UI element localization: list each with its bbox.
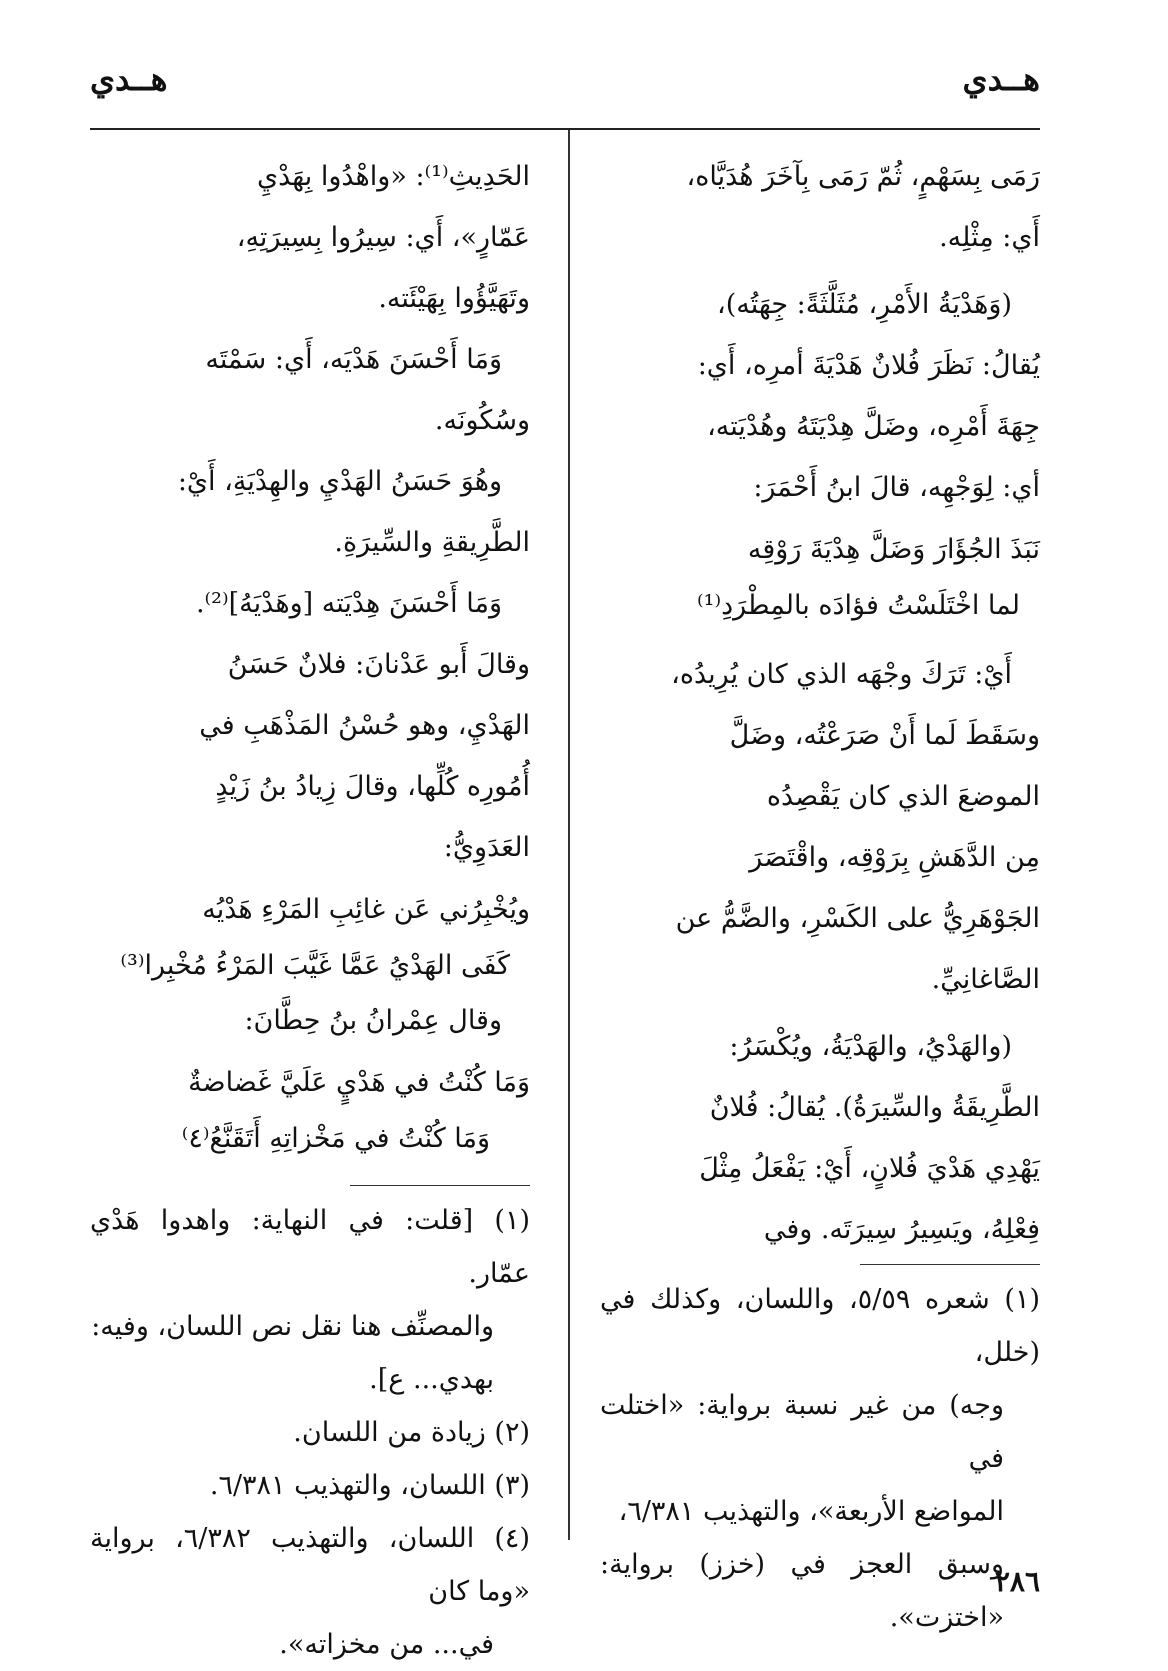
text-line: أَيْ: تَرَكَ وجْهَه الذي كان يُرِيدُه، bbox=[671, 659, 1012, 690]
text-line: مِن الدَّهَشِ بِرَوْقِه، واقْتَصَرَ bbox=[749, 842, 1040, 873]
footnote: والمصنِّف هنا نقل نص اللسان، وفيه: bbox=[91, 1311, 494, 1342]
header-rule bbox=[90, 128, 1040, 130]
text-line: وقالَ أَبو عَدْنانَ: فلانٌ حَسَنُ bbox=[227, 649, 530, 680]
text-line: وقال عِمْرانُ بنُ حِطَّانَ: bbox=[244, 1005, 502, 1036]
footnote: بهدي... ع]. bbox=[369, 1364, 494, 1395]
text-line: يَهْدِي هَدْيَ فُلانٍ، أَيْ: يَفْعَلُ مِثْلَ bbox=[699, 1153, 1040, 1184]
footnote-rule bbox=[860, 1264, 1040, 1265]
verse-line: كَفَى الهَدْيُ عَمَّا غَيَّبَ المَرْءُ مُخْبِرا⁽³⁾ bbox=[120, 950, 510, 981]
text-line: وتَهَيَّؤُوا بِهَيْئَته. bbox=[378, 283, 530, 314]
text-line: الهَدْيِ، وهو حُسْنُ المَذْهَبِ في bbox=[199, 710, 530, 741]
footnotes bbox=[600, 1273, 1040, 1644]
footnote: وجه) من غير نسبة برواية: «اختلت في bbox=[600, 1390, 1004, 1474]
footnote: في... من مخزاته». bbox=[279, 1629, 494, 1660]
left-column bbox=[90, 150, 530, 1671]
running-head-left: هــدي bbox=[90, 60, 168, 98]
text-line: (وَهَدْيَةُ الأَمْرِ، مُثَلَّثَةً: جِهَتُه)، bbox=[717, 289, 1012, 320]
footnote: (٢) زيادة من اللسان. bbox=[293, 1417, 530, 1448]
text-line: الصَّاغانِيِّ. bbox=[931, 964, 1040, 995]
running-head-right: هــدي bbox=[962, 60, 1040, 98]
text-line: أي: لِوَجْهِه، قالَ ابنُ أَحْمَرَ: bbox=[753, 472, 1040, 503]
text-line: الجَوْهَرِيُّ على الكَسْرِ، والضَّمُّ عن bbox=[675, 903, 1040, 934]
verse-line: ويُخْبِرُني عَن غائِبِ المَرْءِ هَدْيُه bbox=[202, 894, 530, 925]
footnote: (٤) اللسان، والتهذيب ٦/٣٨٢، برواية «وما كان bbox=[90, 1523, 530, 1607]
verse-line: لما اخْتَلَسْتُ فؤادَه بالمِطْرَدِ⁽¹⁾ bbox=[697, 590, 1020, 621]
text-line: الموضعَ الذي كان يَقْصِدُه bbox=[766, 781, 1040, 812]
column-divider bbox=[568, 130, 570, 1540]
text-line: أَي: مِثْلِه. bbox=[939, 222, 1040, 253]
text-line: رَمَى بِسَهْمٍ، ثُمّ رَمَى بِآخَرَ هُدَيَّاه، bbox=[686, 161, 1040, 192]
text-line: الطَّرِيقَةُ والسِّيرَةُ). يُقالُ: فُلانٌ bbox=[709, 1092, 1040, 1123]
verse-line: وَمَا كُنْتُ في مَخْزاتِهِ أَتَقَنَّعُ⁽٤⁾ bbox=[181, 1123, 490, 1154]
text-line: جِهَةَ أَمْرِه، وضَلَّ هِدْيَتَهُ وهُدْيَته، bbox=[707, 411, 1040, 442]
footnote: وسبق العجز في (خزز) برواية: «اختزت». bbox=[600, 1549, 1004, 1633]
footnote: (١) [قلت: في النهاية: واهدوا هَدْي عمّار. bbox=[90, 1205, 530, 1289]
text-line: الطَّرِيقةِ والسِّيرَةِ. bbox=[334, 527, 530, 558]
text-line: (والهَدْيُ، والهَدْيَةُ، ويُكْسَرُ: bbox=[729, 1031, 1012, 1062]
text-line: أُمُورِه كُلِّها، وقالَ زِيادُ بنُ زَيْدٍ bbox=[215, 771, 530, 802]
page-number: ٢٨٦ bbox=[994, 1565, 1040, 1598]
right-column bbox=[600, 150, 1040, 1644]
text-line: الحَدِيثِ⁽¹⁾: «واهْدُوا بِهَدْيِ bbox=[257, 161, 530, 192]
footnote: (١) شعره ٥/٥٩، واللسان، وكذلك في (خلل، bbox=[600, 1284, 1041, 1368]
text-line: وسَقَطَ لَما أَنْ صَرَعْتُه، وضَلَّ bbox=[729, 720, 1040, 751]
footnotes bbox=[90, 1194, 530, 1671]
text-line: فِعْلِهُ، ويَسِيرُ سِيرَتَه. وفي bbox=[763, 1214, 1040, 1245]
footnote: (٣) اللسان، والتهذيب ٦/٣٨١. bbox=[209, 1470, 530, 1501]
text-line: يُقالُ: نَظَرَ فُلانٌ هَدْيَةَ أمرِه، أَي: bbox=[697, 350, 1040, 381]
footnote-rule bbox=[350, 1185, 530, 1186]
footnote: المواضع الأربعة»، والتهذيب ٦/٣٨١، bbox=[618, 1496, 1004, 1527]
text-line: وهُوَ حَسَنُ الهَدْيِ والهِدْيَةِ، أَيْ: bbox=[177, 466, 502, 497]
text-line: العَدَوِيُّ: bbox=[443, 832, 530, 863]
verse-line: نَبَذَ الجُؤَارَ وَضَلَّ هِدْيَةَ رَوْقِه bbox=[747, 534, 1040, 565]
text-line: عَمّارٍ»، أَي: سِيرُوا بِسِيرَتِهِ، bbox=[236, 222, 530, 253]
text-line: وَمَا أَحْسَنَ هَدْيَه، أَي: سَمْتَه bbox=[205, 344, 502, 375]
text-line: وَمَا أَحْسَنَ هِدْيَته [وهَدْيَهُ]⁽²⁾. bbox=[195, 588, 502, 619]
text-line: وسُكُونَه. bbox=[434, 405, 530, 436]
verse-line: وَمَا كُنْتُ في هَدْيٍ عَلَيَّ غَضاضةٌ bbox=[188, 1067, 530, 1098]
